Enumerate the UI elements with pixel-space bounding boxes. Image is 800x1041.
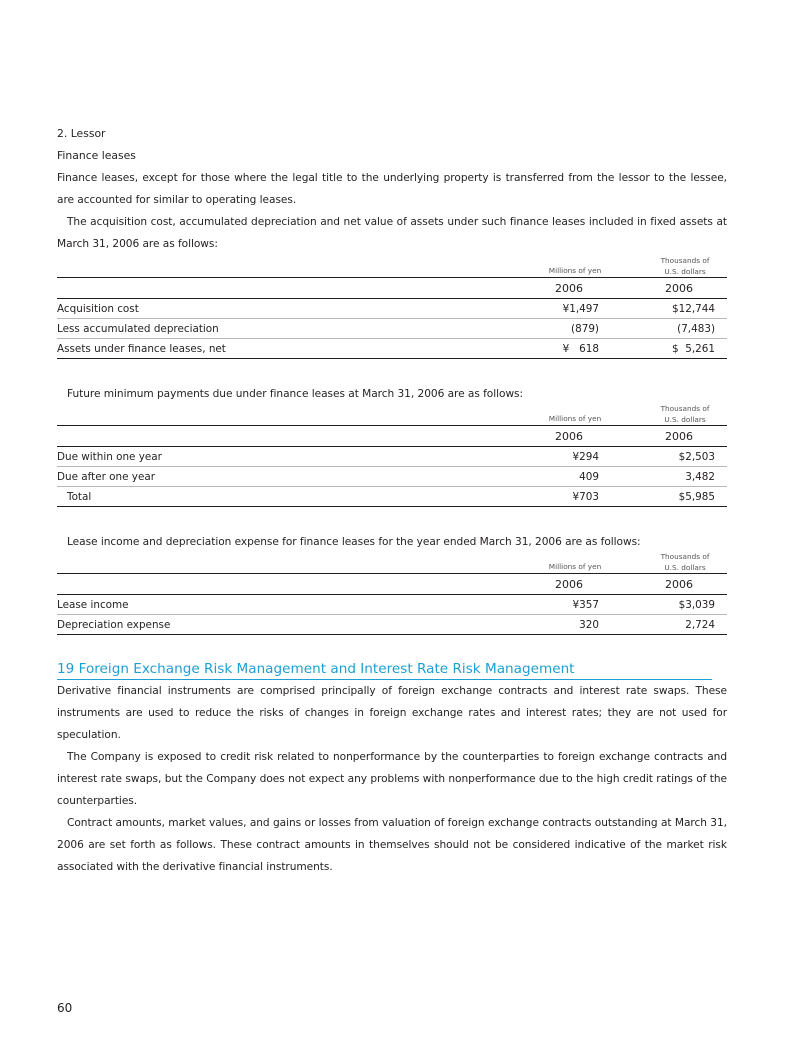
lessor-paragraph-1: Finance leases, except for those where the legal title to the underlying property is transferred from the lessor to the lessee, are accounted for similar to operating leases. bbox=[57, 172, 727, 206]
section-19-paragraph-3: Contract amounts, market values, and gains or losses from valuation of foreign exchange contracts outstanding at March 31, 2006 are set forth as follows. These contract amounts in themselves should not be considered indicative of the market risk associated with the derivative financial instruments. bbox=[57, 817, 727, 873]
value-yen: 320 bbox=[579, 618, 599, 631]
unit-usd-line2: U.S. dollars bbox=[664, 563, 706, 572]
value-yen: (879) bbox=[571, 322, 599, 335]
table-assets-under-finance-leases bbox=[57, 255, 727, 359]
value-yen: ¥294 bbox=[572, 450, 599, 463]
value-yen: ¥357 bbox=[572, 598, 599, 611]
unit-usd-line2: U.S. dollars bbox=[664, 415, 706, 424]
unit-label-usd bbox=[637, 403, 733, 425]
table-row bbox=[57, 595, 727, 615]
year-usd: 2006 bbox=[665, 578, 693, 591]
row-label: Total bbox=[67, 490, 92, 503]
value-yen: ¥1,497 bbox=[562, 302, 599, 315]
unit-label-yen: Millions of yen bbox=[548, 414, 602, 423]
page-content bbox=[57, 0, 727, 878]
value-usd: $ 5,261 bbox=[672, 342, 715, 355]
year-yen: 2006 bbox=[555, 578, 583, 591]
row-label: Less accumulated depreciation bbox=[57, 322, 219, 335]
lessor-paragraph-2: The acquisition cost, accumulated depreciation and net value of assets under such finance leases included in fixed assets at March 31, 2006 are as follows: bbox=[57, 216, 727, 250]
value-usd: (7,483) bbox=[677, 322, 715, 335]
value-yen: ¥ 618 bbox=[562, 342, 599, 355]
row-label: Due after one year bbox=[57, 470, 155, 483]
table-row bbox=[57, 299, 727, 319]
unit-label-usd bbox=[637, 551, 733, 573]
section-19-paragraph-2: The Company is exposed to credit risk related to nonperformance by the counterparties to foreign exchange contracts and interest rate swaps, but the Company does not expect any problems with nonperformance due to the high credit ratings of the counterparties. bbox=[57, 751, 727, 807]
table-row bbox=[57, 447, 727, 467]
value-usd: $2,503 bbox=[678, 450, 715, 463]
year-header bbox=[57, 573, 727, 595]
year-header bbox=[57, 425, 727, 447]
value-usd: 3,482 bbox=[685, 470, 715, 483]
lease-income-intro: Lease income and depreciation expense for finance leases for the year ended March 31, 2006 are as follows: bbox=[67, 536, 641, 548]
row-label: Acquisition cost bbox=[57, 302, 139, 315]
section-19-paragraph-1: Derivative financial instruments are comprised principally of foreign exchange contracts and interest rate swaps. These instruments are used to reduce the risks of changes in foreign exchange rates and interest rates; they are not used for speculation. bbox=[57, 685, 727, 741]
value-usd: 2,724 bbox=[685, 618, 715, 631]
year-usd: 2006 bbox=[665, 430, 693, 443]
value-yen: 409 bbox=[579, 470, 599, 483]
unit-label-usd bbox=[637, 255, 733, 277]
section-19-title: 19 Foreign Exchange Risk Management and Interest Rate Risk Management bbox=[57, 659, 712, 680]
future-payments-intro: Future minimum payments due under finance leases at March 31, 2006 are as follows: bbox=[67, 388, 524, 400]
year-usd: 2006 bbox=[665, 282, 693, 295]
table-row bbox=[57, 615, 727, 635]
row-label: Lease income bbox=[57, 598, 129, 611]
unit-usd-line1: Thousands of bbox=[660, 404, 710, 413]
page-number: 60 bbox=[57, 1001, 73, 1015]
year-yen: 2006 bbox=[555, 430, 583, 443]
value-usd: $12,744 bbox=[672, 302, 715, 315]
table-row bbox=[57, 339, 727, 359]
finance-leases-subheading: Finance leases bbox=[57, 149, 136, 162]
table-row bbox=[57, 487, 727, 507]
table-row bbox=[57, 467, 727, 487]
table-lease-income bbox=[57, 551, 727, 635]
row-label: Depreciation expense bbox=[57, 618, 171, 631]
year-header bbox=[57, 277, 727, 299]
unit-usd-line1: Thousands of bbox=[660, 552, 710, 561]
unit-label-yen: Millions of yen bbox=[548, 562, 602, 571]
unit-label-yen: Millions of yen bbox=[548, 266, 602, 275]
value-yen: ¥703 bbox=[572, 490, 599, 503]
row-label: Due within one year bbox=[57, 450, 162, 463]
lessor-heading: 2. Lessor bbox=[57, 127, 106, 140]
unit-usd-line1: Thousands of bbox=[660, 256, 710, 265]
row-label: Assets under finance leases, net bbox=[57, 342, 226, 355]
table-future-minimum-payments bbox=[57, 403, 727, 507]
unit-usd-line2: U.S. dollars bbox=[664, 267, 706, 276]
table-row bbox=[57, 319, 727, 339]
year-yen: 2006 bbox=[555, 282, 583, 295]
value-usd: $5,985 bbox=[678, 490, 715, 503]
value-usd: $3,039 bbox=[678, 598, 715, 611]
